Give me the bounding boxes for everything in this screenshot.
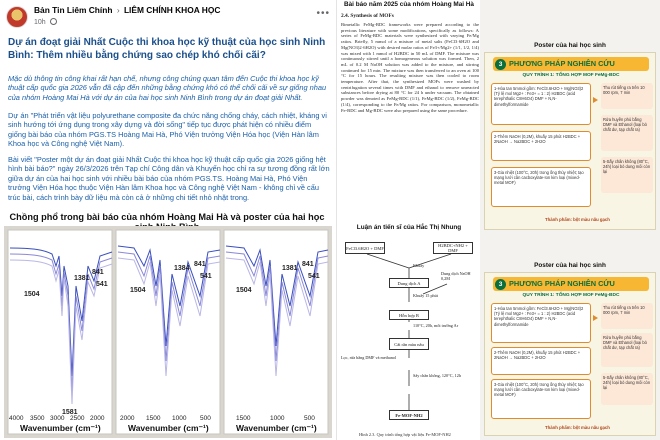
globe-icon [50, 18, 57, 25]
poster-step-3: 3-Gia nhiệt (100°C, 20h) trong ống thủy nhiệt; tạo mạng lưới cân cacboxylate-Ion kim loại (mixed-metal MOF) [491, 379, 591, 419]
poster-subtitle: QUY TRÌNH 1: TỔNG HỢP MOF FeMg-BDC [522, 293, 620, 298]
flow-node-bdc: H2BDC+NH2 + DMF [433, 242, 473, 254]
more-options-icon[interactable]: ••• [316, 8, 330, 19]
flow-label-heat: 110°C, 20h, môi trường Ar [413, 323, 459, 328]
peak-label: 1504 [236, 287, 252, 294]
post-lead: Mặc dù thông tin công khai rất hạn chế, nhưng công chúng quan tâm đến Cuộc thi khoa học kỹ thuật cấp quốc gia 2026 vẫn đã cập đến những bằng chứng khó có thể chối cãi về sự giống nhau của nhóm Hoàng Mai Hà với dự án của hai học sinh Ninh Bình trong dự án đoạt giải Nhất. [8, 74, 327, 102]
peak-label: 841 [302, 261, 314, 268]
poster-heading-1: Poster của hai học sinh [534, 42, 606, 49]
tick-label: 1000 [172, 415, 187, 422]
tick-label: 500 [304, 415, 315, 422]
poster-step-1: 1-Hòa tan 5mmol gồm: FeCl3.6H2O + Mg(NO3)2 (Tỷ lệ mol Mg2+ : Fe3+ = 1 : 2) H2BDC (acid terephthalic C8H6O4) DMF + N,N-dimethylformamide [491, 303, 591, 343]
post-author-line [34, 5, 220, 15]
tick-label: 3000 [50, 415, 65, 422]
poster-title-text: PHƯƠNG PHÁP NGHIÊN CỨU [509, 59, 615, 68]
flow-label-wash: Lọc, rửa bằng DMF và methanol [341, 355, 397, 360]
spectra-overlay-svg [4, 226, 332, 438]
poster-step-2: 2-Thêm NaOH (0,2M), khuấy 15 phút H2BDC + 2NaOH → Na2BDC + 2H2O [491, 131, 591, 161]
flow-label-stir-15: Khuấy 15 phút [413, 293, 438, 298]
poster-note-1: Thu rút tiếng ra trên 10 000 rpm, 7 min [601, 83, 653, 109]
arrow-right-icon [593, 97, 598, 103]
peak-label: 841 [92, 269, 104, 276]
peak-label: 1504 [130, 287, 146, 294]
poster-step-2: 2-Thêm NaOH (0,2M), khuấy 15 phút H2BDC + 2NaOH → Na2BDC + 2H2O [491, 347, 591, 375]
poster-title-2 [493, 277, 649, 291]
flow-label-naoh: Dung dịch NaOH 0,2M [441, 271, 471, 281]
poster-note-2: Rửa huyền phù bằng DMF và Ethanol (loại bỏ chất dư, tạp chất ra) [601, 333, 653, 367]
peak-label: 841 [194, 261, 206, 268]
posters-column [480, 0, 660, 440]
flow-node-fe: FeCl3.6H2O + DMF [345, 242, 385, 254]
poster-final-product: Thành phẩm: bột màu nâu gạch [545, 217, 610, 222]
post-timestamp[interactable]: 10h [34, 19, 46, 26]
poster-note-3: 5-Sấy chân không (80°C, 24h) loại bỏ dung môi còn lại [601, 157, 653, 193]
peak-label: 541 [308, 273, 320, 280]
x-axis-label: Wavenumber (cm⁻¹) [128, 423, 209, 433]
post-paragraph-1: Dự án "Phát triển vật liệu polyurethane composite đa chức năng chống cháy, cách nhiệt, kháng vi sinh hướng tới ứng dụng trong xây dựng và đời sống" tiếp tục được phát hiện có nhiều điểm giống bài báo của nhóm PGS.TS Hoàng Mai Hà, Phó Viện trưởng Viện Hóa học (Viện Hàn lâm Khoa học và Công nghệ Việt Nam). [8, 111, 327, 149]
thesis-heading: Luận án tiến sĩ của Hắc Thị Nhung [356, 224, 462, 231]
x-axis-label: Wavenumber (cm⁻¹) [20, 423, 101, 433]
post-title: Dự án đoạt giải Nhất Cuộc thi khoa học kỹ thuật của học sinh Ninh Bình: Thêm nhiều bằng chứng sao chép khó chối cãi? [8, 37, 326, 61]
group-name-link[interactable]: LIÊM CHÍNH KHOA HỌC [123, 5, 221, 15]
peak-label: 541 [200, 273, 212, 280]
paper-excerpt [336, 0, 480, 440]
poster-note-3: 5-Sấy chân không (80°C, 24h) loại bỏ dung môi còn lại [601, 373, 653, 405]
arrow-right-icon [593, 315, 598, 321]
poster-step-3: 3-Gia nhiệt (100°C, 20h) trong ống thủy nhiệt; tạo mạng lưới cân cacboxylate-Ion kim loại (mixed-metal MOF) [491, 167, 591, 207]
tick-label: 1500 [236, 415, 251, 422]
paper-body-text: Bimetallic FeMg-BDC frameworks were prepared according to the previous literature with some modifications, specifically as follows: A series of FeMg-BDC materials were synthesized with varying Fe/Mg ratios. Briefly, 5 mmol of a mixture of metal salts (FeCl3·6H2O and Mg(NO3)2·6H2O) with desired molar ratios of Fe3+/Mg2+ (1/1, 1/2, 1/4) was mixed with 1 mmol of H2BDC in 50 mL of DMF. The mixture was continuously stirred until a homogeneous solution was formed. Then, 2 mL of 0.2 M NaOH solution was added to the mixture, and stirring continued for 15 min. The mixture was then transferred to an oven at 100 °C for 15 hours. The resulting mixture was then cooled to room temperature. After that, the synthesized MOFs were washed by centrifugation several times with DMF and ethanol to remove unreacted substances before drying at 80 °C for 24 h under vacuum. The obtained powder was denoted as FeMg-BDC (1/1), FeMg-BDC (1/2), FeMg-BDC (1/4), corresponding to the Fe/Mg ratios. For comparison, monometallic Fe-BDC and Mg-BDC were also prepared using the same procedure. [341, 22, 479, 113]
poster-2[interactable] [484, 272, 656, 436]
poster-section-number: 3 [495, 59, 506, 70]
peak-label: 1581 [62, 409, 78, 416]
poster-final-product: Thành phẩm: bột màu nâu gạch [545, 425, 610, 430]
spectra-image[interactable] [4, 226, 332, 438]
paper-heading: Bài báo năm 2025 của nhóm Hoàng Mai Hà [344, 1, 474, 8]
poster-section-number: 3 [495, 279, 506, 290]
tick-label: 500 [200, 415, 211, 422]
tick-label: 2000 [120, 415, 135, 422]
post-paragraph-2: Bài viết "Poster một dự án đoạt giải Nhất Cuộc thi khoa học kỹ thuật cấp quốc gia 2026 giống hệt hình bài báo?" ngày 26/3/2026 trên Tạp chí Công dân và Khuyến học chỉ ra sự tương đồng rất lớn giữa dự án của hai học sinh với nhiều bài báo của nhóm PGS.TS. Hoàng Mai Hà, Phó Viện trưởng Viện Hóa học thuộc Viện Hàn lâm Khoa học và Công nghệ Việt Nam - không chỉ về cấu trúc bài, cách trình bày dữ liệu mà còn cả ở những chi tiết nhỏ nhặt trong. [8, 155, 330, 202]
poster-note-1: Thu rút tiếng ra trên 10 000 rpm, 7 min [601, 303, 653, 329]
tick-label: 2000 [90, 415, 105, 422]
peak-label: 1381 [282, 265, 298, 272]
flowchart-caption: Hình 2.3. Quy trình tổng hợp vật liệu Fe-MOF-NH2 [359, 432, 451, 437]
x-axis-label: Wavenumber (cm⁻¹) [236, 423, 317, 433]
page-avatar[interactable] [6, 6, 28, 28]
post-header [6, 4, 332, 34]
tick-label: 3500 [30, 415, 45, 422]
peak-label: 1504 [24, 291, 40, 298]
poster-title-1 [493, 57, 649, 71]
breadcrumb-separator: › [116, 5, 120, 15]
tick-label: 2500 [70, 415, 85, 422]
tick-label: 1000 [270, 415, 285, 422]
flow-node-solid: Cất rắn màu nâu [389, 338, 429, 350]
spectra-caption: Chồng phổ trong bài báo của nhóm Hoàng Mai Hà và poster của hai học [9, 212, 325, 222]
author-name-link[interactable]: Bản Tin Liêm Chính [34, 5, 113, 15]
peak-label: 541 [96, 281, 108, 288]
poster-step-1: 1-Hòa tan 5mmol gồm: FeCl3.6H2O + Mg(NO3)2 (Tỷ lệ mol Mg2+ : Fe3+ = 1 : 2) H2BDC (acid terephthalic C8H6O4) DMF + N,N-dimethylformamide [491, 83, 591, 125]
tick-label: 4000 [9, 415, 24, 422]
poster-subtitle: QUY TRÌNH 1: TỔNG HỢP MOF FeMg-BDC [522, 73, 620, 78]
post-meta [34, 18, 57, 26]
paper-section-title: 2.4. Synthesis of MOFs [341, 13, 394, 19]
poster-heading-2: Poster của hai học sinh [534, 262, 606, 269]
flow-label-dry: Sấy chân không, 120°C, 12h [413, 373, 461, 378]
peak-label: 1381 [74, 275, 90, 282]
thesis-flowchart [337, 234, 481, 440]
poster-title-text: PHƯƠNG PHÁP NGHIÊN CỨU [509, 279, 615, 288]
tick-label: 1500 [146, 415, 161, 422]
poster-1[interactable] [484, 52, 656, 230]
flow-label-stir: Khuấy [413, 263, 425, 268]
peak-label: 1384 [174, 265, 190, 272]
flow-node-mixture-b: Hỗn hợp B [389, 310, 429, 320]
flow-node-product: Fe-MOF-NH2 [389, 410, 429, 420]
flow-node-solution-a: Dung dịch A [389, 278, 429, 288]
axis-labels [20, 423, 317, 433]
poster-note-2: Rửa huyền phù bằng DMF và Ethanol (loại bỏ chất dư, tạp chất ra) [601, 115, 653, 151]
